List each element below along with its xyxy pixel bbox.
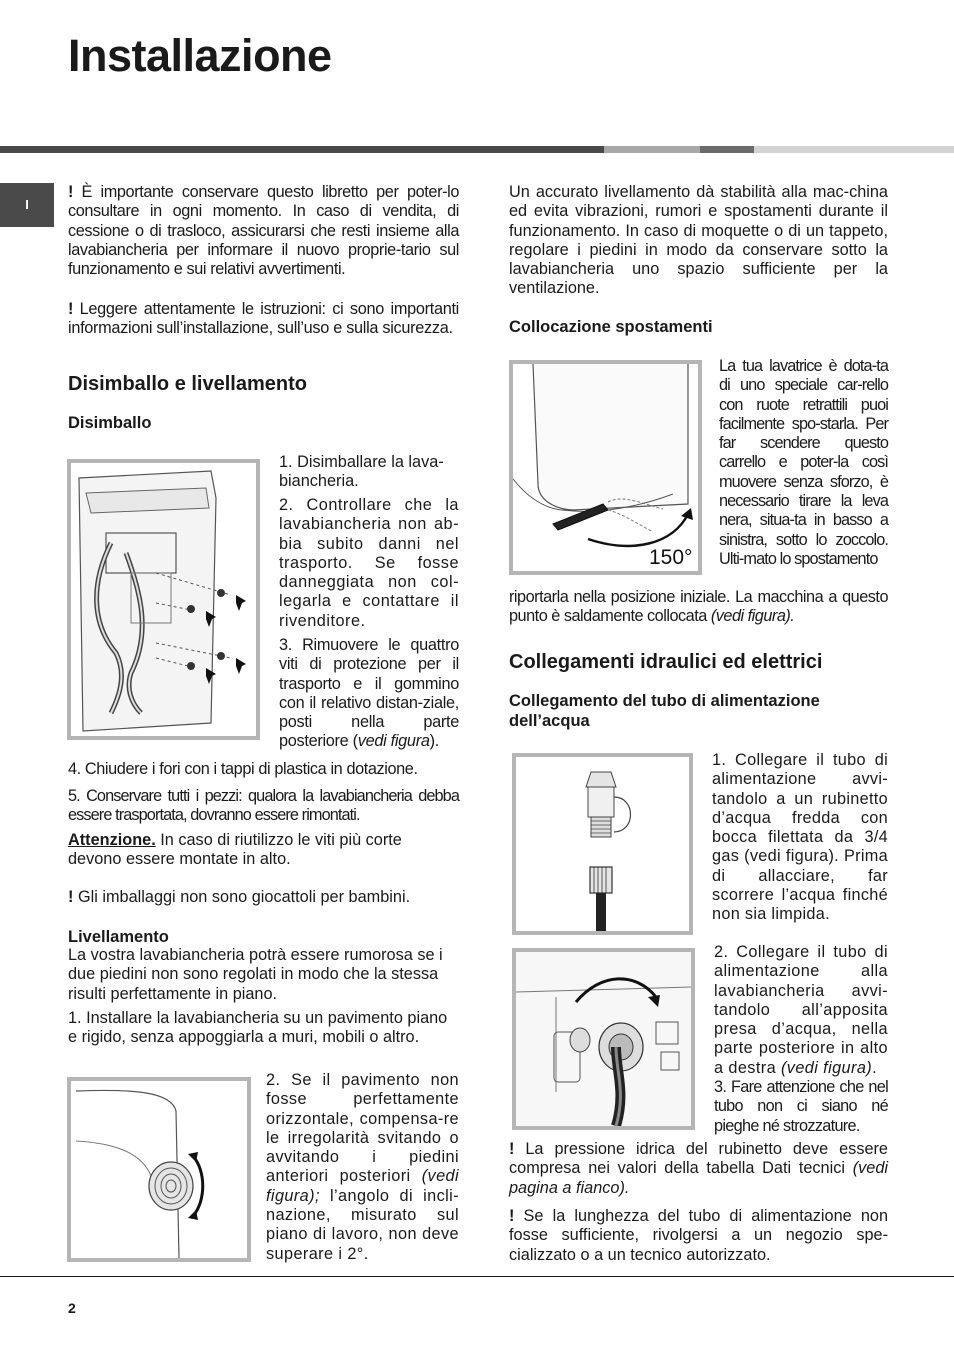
- subsection-title-moving: Collocazione spostamenti: [509, 318, 713, 336]
- leveling-step-2: [266, 1071, 459, 1264]
- note-packaging: [68, 888, 459, 907]
- step-text: 2. Se il pavimento non fosse perfettamente orizzontale, compensa-re le irregolarità svitando o avvitando i piedini anteriori posteriori: [266, 1071, 459, 1186]
- language-tab: I: [0, 183, 54, 227]
- footer-rule: [0, 1276, 954, 1277]
- note-text: Se la lunghezza del tubo di alimentazione non fosse sufficiente, rivolgersi a un negozio spe-cializzato o a un tecnico autorizzato.: [509, 1207, 888, 1264]
- note-keep-manual: [68, 183, 459, 279]
- header-bar-mid: [604, 146, 700, 153]
- note-text: Leggere attentamente le istruzioni: ci sono importanti informazioni sull’installazione, sull’uso e sulla sicurezza.: [68, 300, 459, 338]
- page-number: 2: [68, 1300, 76, 1316]
- note-text: Gli imballaggi non sono giocattoli per bambini.: [73, 888, 411, 906]
- leveling-intro: La vostra lavabiancheria potrà essere rumorosa se i due piedini non sono regolati in modo che la stessa risulti perfettamente in piano.: [68, 946, 443, 1003]
- header-bar-dark: [0, 146, 604, 153]
- unpacking-step-3: [279, 636, 459, 752]
- subsection-title-hose: Collegamento del tubo di alimentazione dell’acqua: [509, 692, 820, 730]
- hose-step-3: 3. Fare attenzione che nel tubo non ci siano né pieghe né strozzature.: [714, 1078, 888, 1135]
- page-reference: (vedi pagina a fianco).: [509, 1159, 888, 1197]
- trolley-text: La tua lavatrice è dota-ta di uno speciale car-rello con ruote retrattili puoi facilmente spo-starla. Per far scendere questo carrello e poter-la così muovere senza sforzo, è necessario tirare la leva nera, situa-ta in basso a sinistra, sotto lo zoccolo. Ulti-mato lo spostamento: [719, 357, 888, 568]
- figure-reference: (vedi figura): [780, 1058, 873, 1077]
- rear-inlet-icon: [516, 952, 691, 1126]
- attention-note: [68, 831, 459, 870]
- header-bar-light: [754, 146, 954, 153]
- warning-mark: !: [509, 1207, 515, 1225]
- section-title-unpacking: Disimballo e livellamento: [68, 373, 307, 395]
- back-panel-screws-figure: [67, 459, 260, 740]
- figure-reference: vedi figura: [357, 732, 430, 751]
- warning-mark: !: [509, 1140, 515, 1158]
- unpacking-step-5: 5. Conservare tutti i pezzi: qualora la lavabiancheria debba essere trasportata, dovranno essere rimontati.: [68, 787, 459, 825]
- warning-mark: !: [68, 183, 74, 201]
- foot-adjust-figure: [67, 1077, 251, 1262]
- figure-reference: (vedi figura);: [266, 1167, 459, 1205]
- hose-step-1: 1. Collegare il tubo di alimentazione avvi-tandolo a un rubinetto d’acqua fredda con bocca filettata da 3/4 gas (vedi figura). Prima di allacciare, far scorrere l’acqua finché non sia limpida.: [712, 751, 888, 924]
- section-title-connections: Collegamenti idraulici ed elettrici: [509, 651, 823, 673]
- step-text: l’angolo di incli-nazione, misurato sul piano di lavoro, non deve superare i 2°.: [266, 1186, 459, 1263]
- warning-mark: !: [68, 888, 74, 906]
- warning-mark: !: [68, 300, 74, 318]
- attention-label: Attenzione.: [68, 831, 156, 849]
- angle-label: 150°: [649, 546, 693, 569]
- header-bar-dark-2: [700, 146, 754, 153]
- step-text: 3. Rimuovere le quattro viti di protezione per il trasporto e il gommino con il relativo distan-ziale, posti nella parte posteriore (: [279, 636, 459, 751]
- tap-hose-icon: [516, 757, 689, 931]
- figure-reference: (vedi figura).: [710, 607, 795, 626]
- leveling-benefit-text: Un accurato livellamento dà stabilità alla mac-china ed evita vibrazioni, rumori e spostamenti durante il funzionamento. In caso di moquette o di un tappeto, regolare i piedini in modo da conservare sotto la lavabiancheria uno spazio sufficiente per la ventilazione.: [509, 183, 888, 298]
- tap-hose-figure: [512, 753, 693, 935]
- foot-adjust-icon: [71, 1081, 247, 1258]
- attention-text: In caso di riutilizzo le viti più corte devono essere montate in alto.: [68, 831, 402, 869]
- subsection-title-unpacking: Disimballo: [68, 414, 152, 432]
- unpacking-step-4: 4. Chiudere i fori con i tappi di plastica in dotazione.: [68, 760, 418, 778]
- hose-step-2: [714, 943, 888, 1078]
- trolley-text-continued: [509, 588, 888, 627]
- step-text: .: [872, 1058, 878, 1077]
- subsection-title-leveling: Livellamento: [68, 928, 169, 946]
- note-hose-length: [509, 1207, 888, 1265]
- trolley-lever-figure: [509, 360, 702, 575]
- note-water-pressure: [509, 1140, 888, 1198]
- note-read-instructions: [68, 300, 459, 339]
- unpacking-step-2: 2. Controllare che la lavabiancheria non ab-bia subito danni nel trasporto. Se fosse danneggiata non col-legarla e contattare il rivenditore.: [279, 496, 459, 630]
- page-title: Installazione: [68, 30, 332, 81]
- unpacking-step-1: 1. Disimballare la lava-biancheria.: [279, 453, 444, 491]
- step-text: 2. Collegare il tubo di alimentazione alla lavabiancheria avvi-tandolo all’apposita presa d’acqua, nella parte posteriore in alto a destra: [714, 943, 888, 1077]
- back-panel-screws-icon: [71, 463, 256, 736]
- note-text: È importante conservare questo libretto per poter-lo consultare in ogni momento. In caso di vendita, di cessione o di trasloco, assicurarsi che resti insieme alla lavabiancheria per informare il nuovo proprie-tario sul funzionamento e sui relativi avvertimenti.: [68, 183, 459, 279]
- step-text: ).: [429, 732, 439, 751]
- trolley-lever-icon: [513, 364, 698, 571]
- rear-inlet-figure: [512, 948, 695, 1130]
- trolley-text-end: riportarla nella posizione iniziale. La macchina a questo punto è saldamente collocata: [509, 588, 888, 626]
- leveling-step-1: 1. Installare la lavabiancheria su un pavimento piano e rigido, senza appoggiarla a muri, mobili o altro.: [68, 1009, 448, 1047]
- note-text: La pressione idrica del rubinetto deve essere compresa nei valori della tabella Dati tecnici: [509, 1140, 888, 1178]
